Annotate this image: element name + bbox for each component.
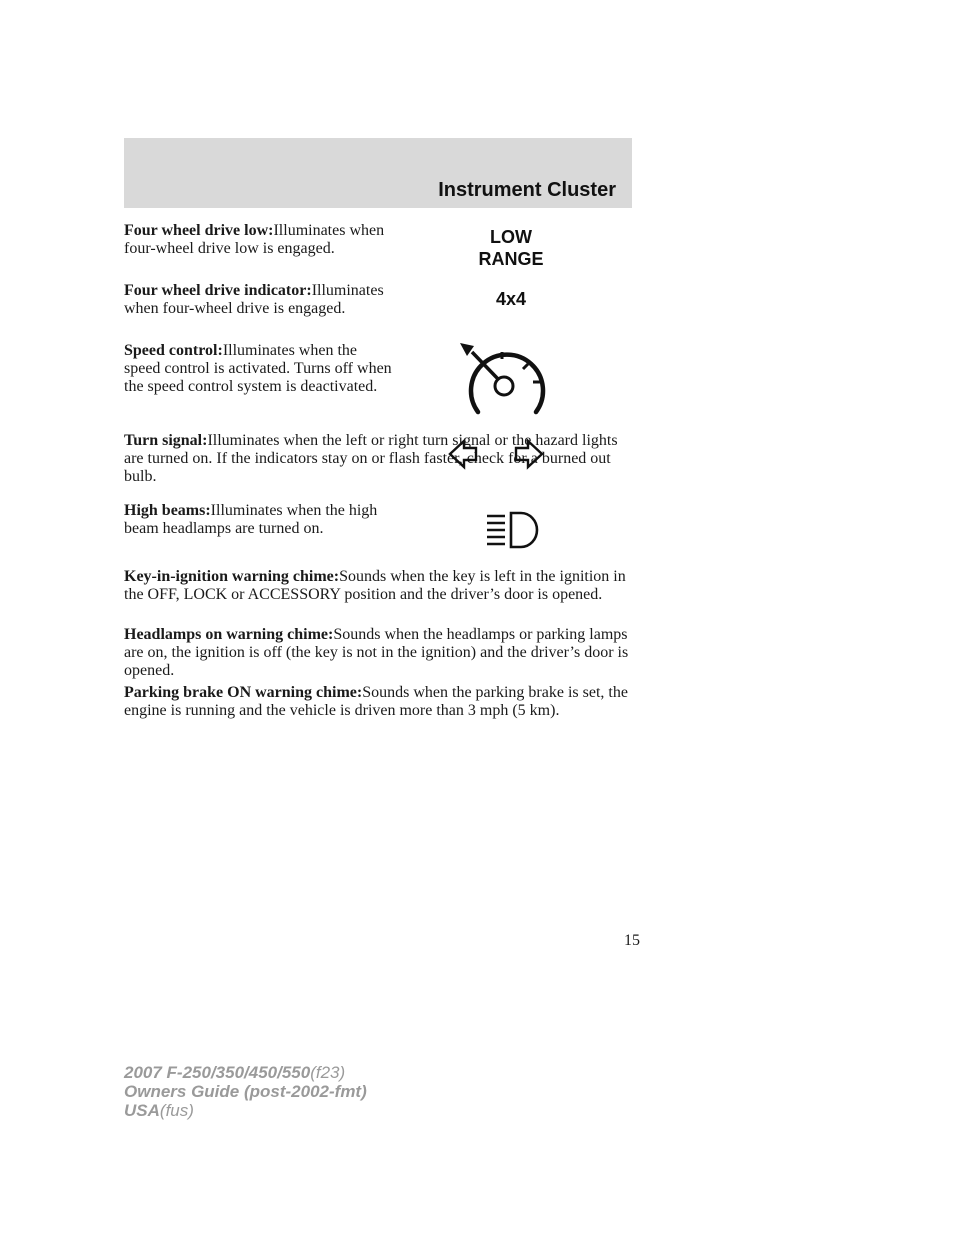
- entry-text: Illuminates when the left or right turn signal or the hazard lights are turned on. If the indicators stay on or flash faster, check for a burned out bulb.: [124, 432, 618, 485]
- high-beam-icon: [484, 510, 540, 550]
- speedometer-icon: [456, 342, 552, 420]
- symbol-line: RANGE: [478, 249, 544, 269]
- footer-region-code: (fus): [159, 1101, 194, 1120]
- entry-key-in-ignition-chime: [124, 568, 639, 604]
- entry-term: Key-in-ignition warning chime:: [124, 568, 340, 585]
- footer-line-region: [124, 1101, 367, 1120]
- entry-text: Illuminates when four-wheel drive is engaged.: [124, 282, 384, 317]
- footer: [124, 1063, 367, 1120]
- footer-model-code: (f23): [310, 1063, 346, 1082]
- entry-term: Speed control:: [124, 342, 223, 359]
- turn-signal-arrows-icon: [446, 437, 546, 471]
- entry-high-beams: [124, 502, 394, 538]
- footer-line-guide: [124, 1082, 367, 1101]
- entry-text: Sounds when the parking brake is set, the engine is running and the vehicle is driven more than 3 mph (5 km).: [124, 684, 628, 719]
- entry-term: Turn signal:: [124, 432, 208, 449]
- entry-term: Parking brake ON warning chime:: [124, 684, 363, 701]
- entry-four-wheel-drive-indicator: [124, 282, 394, 318]
- page-number: 15: [624, 932, 640, 949]
- header-band: [124, 138, 632, 208]
- entry-term: Four wheel drive indicator:: [124, 282, 312, 299]
- footer-region: USA: [124, 1101, 160, 1120]
- entry-speed-control: [124, 342, 394, 396]
- entry-term: Headlamps on warning chime:: [124, 626, 334, 643]
- footer-model: 2007 F-250/350/450/550: [124, 1063, 311, 1082]
- entry-turn-signal: [124, 432, 639, 486]
- entry-text: Illuminates when the speed control is activated. Turns off when the speed control system is deactivated.: [124, 342, 392, 395]
- entry-four-wheel-drive-low: [124, 222, 394, 258]
- low-range-symbol: [466, 226, 556, 270]
- entry-headlamps-on-chime: [124, 626, 639, 680]
- entry-text: Sounds when the key is left in the ignition in the OFF, LOCK or ACCESSORY position and the driver’s door is opened.: [124, 568, 626, 603]
- entry-term: Four wheel drive low:: [124, 222, 274, 239]
- entry-text: Sounds when the headlamps or parking lamps are on, the ignition is off (the key is not in the ignition) and the driver’s door is opened.: [124, 626, 629, 679]
- entry-text: Illuminates when four-wheel drive low is engaged.: [124, 222, 385, 257]
- entry-text: Illuminates when the high beam headlamps are turned on.: [124, 502, 378, 537]
- symbol-line: 4x4: [495, 289, 527, 309]
- entry-term: High beams:: [124, 502, 211, 519]
- footer-line-model: [124, 1063, 367, 1082]
- footer-guide: Owners Guide (post-2002-fmt): [124, 1082, 367, 1101]
- entry-parking-brake-chime: [124, 684, 639, 720]
- 4x4-symbol: [476, 288, 546, 310]
- symbol-line: LOW: [490, 227, 532, 247]
- section-title: Instrument Cluster: [438, 179, 616, 201]
